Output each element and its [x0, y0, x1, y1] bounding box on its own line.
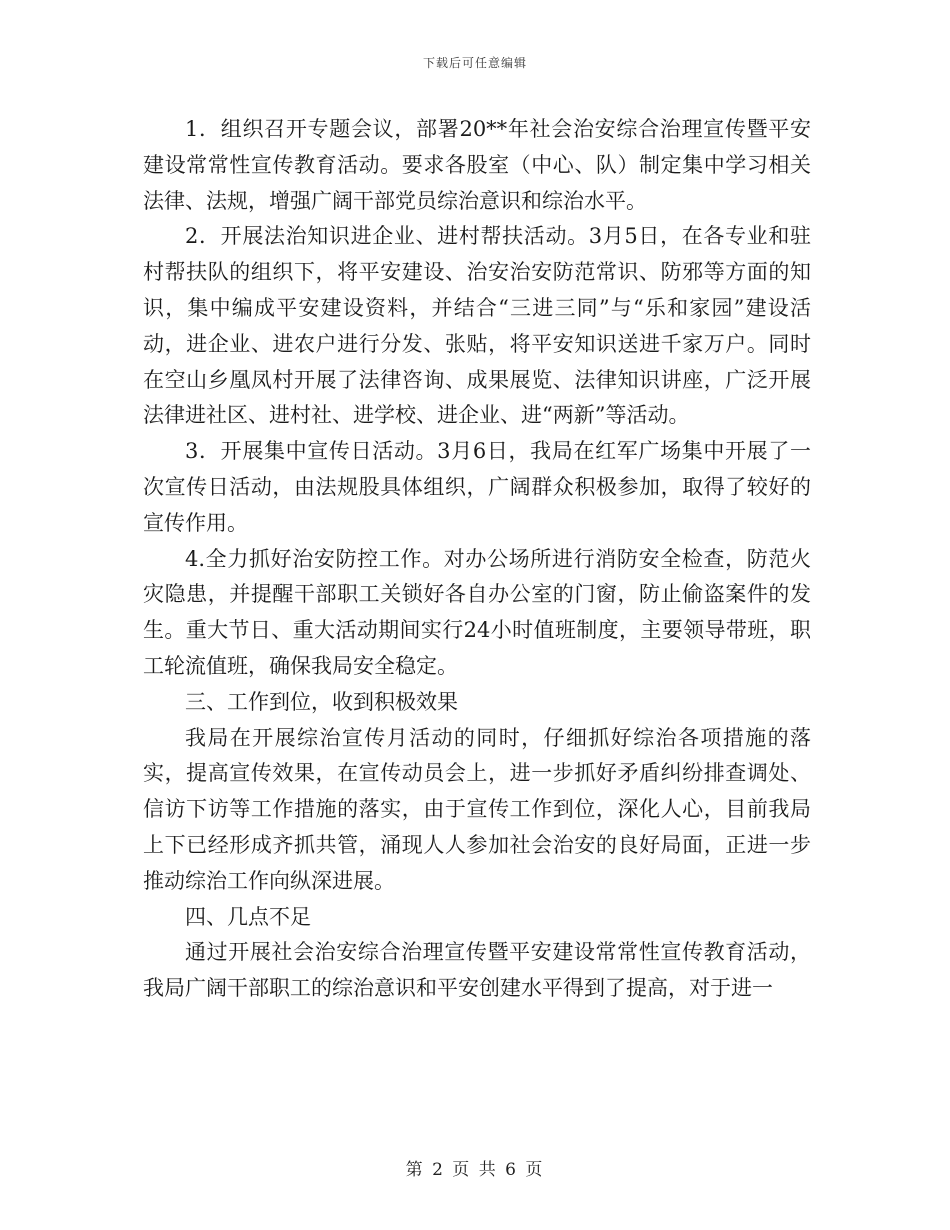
paragraph-item-4: 4.全力抓好治安防控工作。对办公场所进行消防安全检查，防范火灾隐患，并提醒干部职工关锁好各自办公室的门窗，防止偷盗案件的发生。重大节日、重大活动期间实行24小时值班制度，主要领导带班，职工轮流值班，确保我局安全稳定。 — [143, 546, 811, 678]
paragraph-section-3: 我局在开展综治宣传月活动的同时，仔细抓好综治各项措施的落实，提高宣传效果，在宣传动员会上，进一步抓好矛盾纠纷排查调处、信访下访等工作措施的落实，由于宣传工作到位，深化人心，目前我局上下已经形成齐抓共管，涌现人人参加社会治安的良好局面，正进一步推动综治工作向纵深进展。 — [143, 725, 811, 893]
paragraph-item-1: 1．组织召开专题会议，部署20**年社会治安综合治理宣传暨平安建设常常性宣传教育活动。要求各股室（中心、队）制定集中学习相关法律、法规，增强广阔干部党员综治意识和综治水平。 — [143, 117, 811, 213]
header-note: 下载后可任意编辑 — [422, 56, 527, 70]
paragraph-item-2: 2．开展法治知识进企业、进村帮扶活动。3月5日，在各专业和驻村帮扶队的组织下，将平安建设、治安治安防范常识、防邪等方面的知识，集中编成平安建设资料，并结合“三进三同”与“乐和家园”建设活动，进企业、进农户进行分发、张贴，将平安知识送进千家万户。同时在空山乡凰凤村开展了法律咨询、成果展览、法律知识讲座，广泛开展法律进社区、进村社、进学校、进企业、进“两新”等活动。 — [143, 224, 811, 428]
page-number: 第 2 页 共 6 页 — [405, 1160, 545, 1180]
paragraph-section-4: 通过开展社会治安综合治理宣传暨平安建设常常性宣传教育活动，我局广阔干部职工的综治意识和平安创建水平得到了提高，对于进一 — [143, 940, 811, 1001]
paragraph-item-3: 3．开展集中宣传日活动。3月6日，我局在红军广场集中开展了一次宣传日活动，由法规股具体组织，广阔群众积极参加，取得了较好的宣传作用。 — [143, 439, 811, 535]
section-heading-4: 四、几点不足 — [185, 904, 311, 929]
section-heading-3: 三、工作到位，收到积极效果 — [185, 689, 458, 714]
document-body — [143, 112, 811, 1007]
